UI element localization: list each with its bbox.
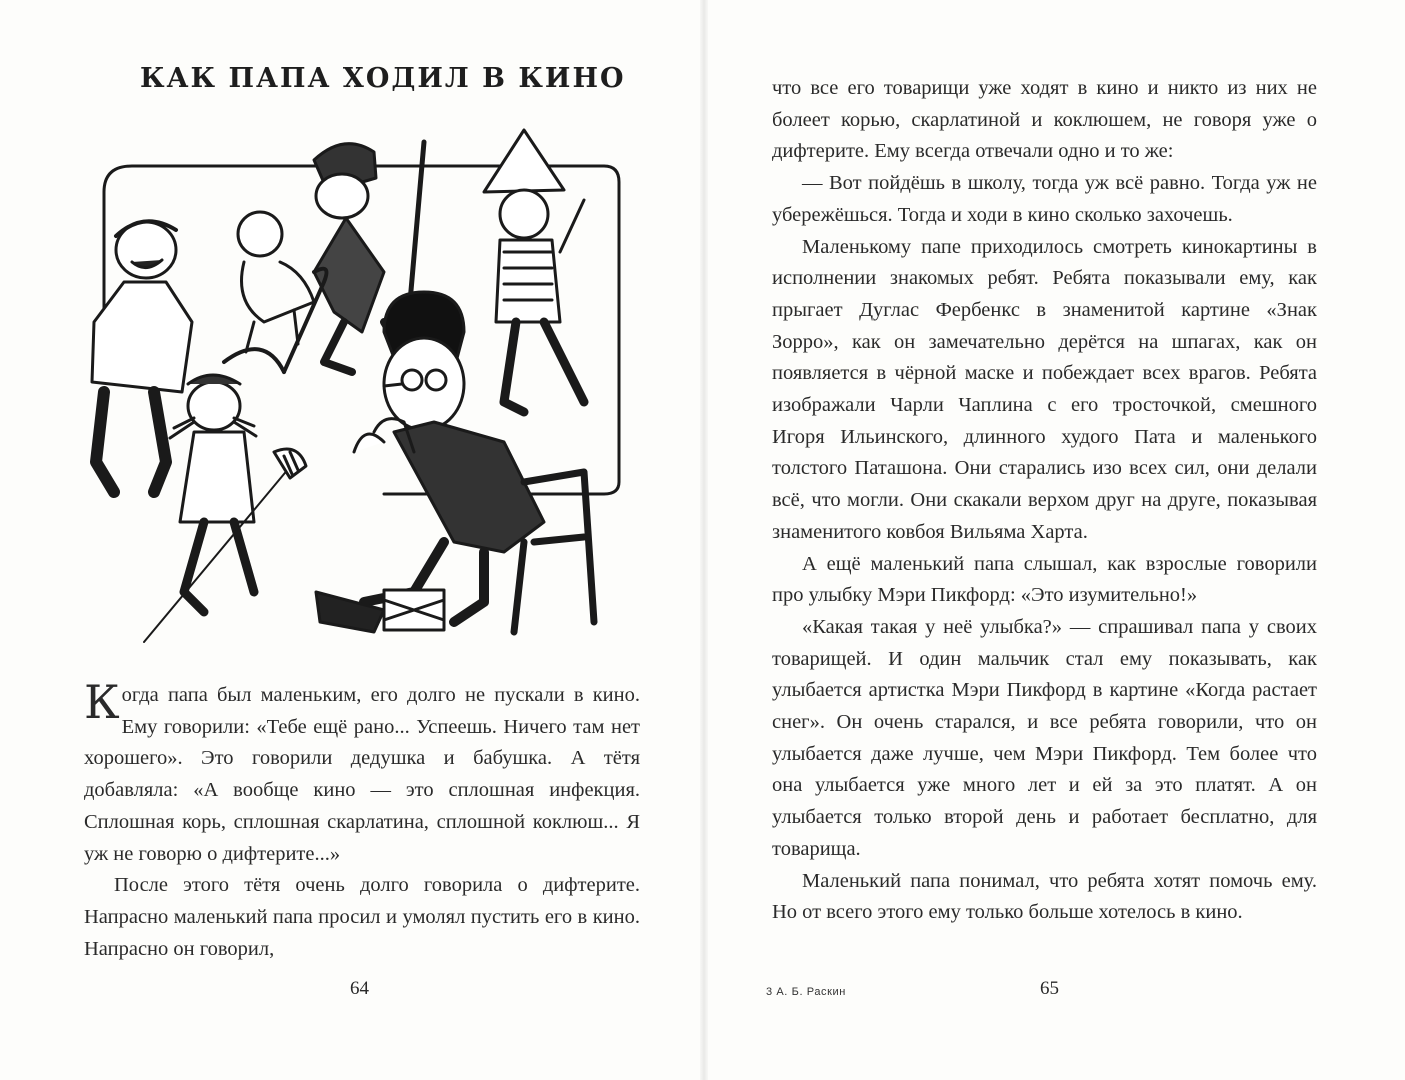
left-page	[0, 0, 700, 1080]
paragraph: — Вот пойдёшь в школу, тогда уж всё равно. Тогда уж не убережёшься. Тогда и ходи в кино сколько захочешь.	[772, 172, 1317, 226]
printer-signature: 3 А. Б. Раскин	[766, 986, 846, 998]
right-page	[708, 0, 1405, 1080]
opening-paragraph	[84, 675, 640, 870]
paragraph: А ещё маленький папа слышал, как взрослые говорили про улыбку Мэри Пикфорд: «Это изумительно!»	[772, 552, 1317, 607]
book-gutter	[700, 0, 708, 1080]
paragraph: Маленький папа понимал, что ребята хотят помочь ему. Но от всего этого ему только больше хотелось в кино.	[772, 869, 1317, 924]
page-number-left: 64	[350, 978, 369, 999]
paragraph: Маленькому папе приходилось смотреть кинокартины в исполнении знакомых ребят. Ребята показывали ему, как прыгает Дуглас Фербенкс в знаменитой картине «Знак Зорро», как он замечательно дерётся на шпагах, как он появляется в чёрной маске и побеждает всех врагов. Ребята изображали Чарли Чаплина с его тросточкой, смешного Игоря Ильинского, длинного худого Пата и маленького толстого Паташона. Они старались изо всех сил, они делали всё, что могли. Они скакали верхом друг на друге, показывая знаменитого ковбоя Вильяма Харта.	[772, 235, 1317, 543]
paragraph-continued: что все его товарищи уже ходят в кино и никто из них не болеет корью, скарлатиной и коклюшем, не говоря уже о дифтерите. Ему всегда отвечали одно и то же:	[772, 77, 1317, 163]
page-number-right: 65	[1040, 978, 1059, 999]
paragraph: «Какая такая у неё улыбка?» — спрашивал папа у своих товарищей. И один мальчик стал ему показывать, как улыбается артистка Мэри Пикфорд в картине «Когда растает снег». Он очень старался, и все ребята говорили, что он улыбается даже лучше, чем Мэри Пикфорд. Тем более что она улыбается уже много лет и ей за это платят. А он улыбается только второй день и работает бесплатно, для товарища.	[772, 615, 1317, 860]
drop-cap: К	[84, 675, 120, 729]
opening-paragraph-text: огда папа был маленьким, его долго не пускали в кино. Ему говорили: «Тебе ещё рано... Успеешь. Ничего там нет хорошего». Это говорили дедушка и бабушка. А тётя добавляла: «А вообще кино — это сплошная инфекция. Сплошная корь, сплошная скарлатина, сплошной коклюш... Я уж не говорю о дифтерите...»	[84, 684, 640, 865]
paragraph: После этого тётя очень долго говорила о дифтерите. Напрасно маленький папа просил и умолял пустить его в кино. Напрасно он говорил,	[84, 874, 640, 960]
right-page-text	[772, 73, 1317, 929]
left-page-text	[84, 675, 640, 965]
cinema-illustration	[84, 122, 624, 652]
chapter-title: КАК ПАПА ХОДИЛ В КИНО	[140, 63, 626, 94]
